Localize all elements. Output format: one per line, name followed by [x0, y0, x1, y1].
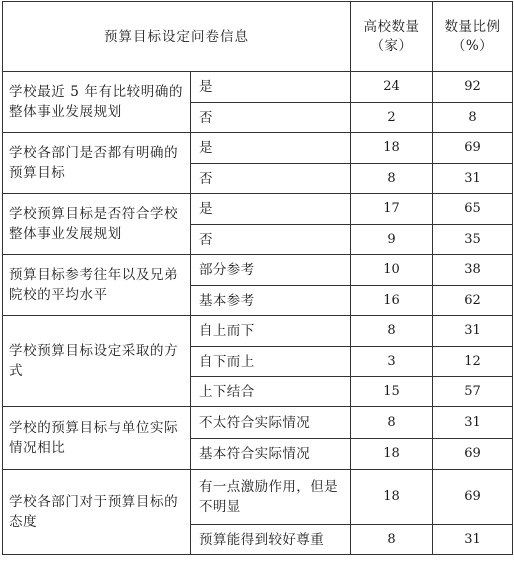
count-cell: 3	[351, 347, 433, 377]
table-row	[3, 72, 513, 103]
table-row	[3, 407, 513, 439]
question-cell: 学校预算目标是否符合学校整体事业发展规划	[3, 194, 191, 255]
ratio-cell: 69	[433, 439, 513, 470]
count-cell: 15	[351, 377, 433, 407]
count-cell: 18	[351, 133, 433, 164]
table-row	[3, 194, 513, 225]
ratio-cell: 12	[433, 347, 513, 377]
ratio-cell: 92	[433, 72, 513, 103]
header-count	[351, 2, 433, 72]
count-cell: 8	[351, 407, 433, 439]
option-cell: 自上而下	[191, 316, 351, 347]
table-header-row	[3, 2, 513, 72]
question-cell: 学校各部门对于预算目标的态度	[3, 470, 191, 555]
option-cell: 上下结合	[191, 377, 351, 407]
count-cell: 9	[351, 225, 433, 255]
question-cell: 学校各部门是否都有明确的预算目标	[3, 133, 191, 194]
ratio-cell: 69	[433, 133, 513, 164]
ratio-cell: 31	[433, 316, 513, 347]
count-cell: 24	[351, 72, 433, 103]
header-ratio	[433, 2, 513, 72]
ratio-cell: 31	[433, 164, 513, 194]
count-cell: 18	[351, 470, 433, 525]
ratio-cell: 31	[433, 407, 513, 439]
survey-table-container	[2, 1, 512, 555]
option-cell: 基本符合实际情况	[191, 439, 351, 470]
question-cell: 学校预算目标设定采取的方式	[3, 316, 191, 407]
ratio-cell: 31	[433, 525, 513, 555]
count-cell: 18	[351, 439, 433, 470]
ratio-cell: 57	[433, 377, 513, 407]
option-cell: 部分参考	[191, 255, 351, 286]
question-cell: 学校最近 5 年有比较明确的整体事业发展规划	[3, 72, 191, 133]
option-cell: 不太符合实际情况	[191, 407, 351, 439]
option-cell: 是	[191, 72, 351, 103]
ratio-cell: 62	[433, 286, 513, 316]
question-cell: 学校的预算目标与单位实际情况相比	[3, 407, 191, 470]
table-row	[3, 316, 513, 347]
option-cell: 是	[191, 133, 351, 164]
header-ratio-title: 数量比例	[444, 18, 501, 35]
ratio-cell: 35	[433, 225, 513, 255]
option-cell: 自下而上	[191, 347, 351, 377]
header-count-unit: （家）	[370, 37, 413, 54]
ratio-cell: 8	[433, 103, 513, 133]
count-cell: 8	[351, 525, 433, 555]
header-count-title: 高校数量	[363, 18, 420, 35]
option-cell: 否	[191, 225, 351, 255]
ratio-cell: 38	[433, 255, 513, 286]
table-row	[3, 133, 513, 164]
count-cell: 2	[351, 103, 433, 133]
option-cell: 否	[191, 164, 351, 194]
option-cell: 预算能得到较好尊重	[191, 525, 351, 555]
ratio-cell: 69	[433, 470, 513, 525]
table-body	[3, 72, 513, 555]
header-ratio-unit: （%）	[451, 37, 494, 54]
count-cell: 10	[351, 255, 433, 286]
table-row	[3, 470, 513, 525]
count-cell: 16	[351, 286, 433, 316]
table-row	[3, 255, 513, 286]
option-cell: 是	[191, 194, 351, 225]
option-cell: 否	[191, 103, 351, 133]
ratio-cell: 65	[433, 194, 513, 225]
question-cell: 预算目标参考往年以及兄弟院校的平均水平	[3, 255, 191, 316]
count-cell: 8	[351, 164, 433, 194]
option-cell: 有一点激励作用，但是不明显	[191, 470, 351, 525]
survey-table	[2, 1, 513, 555]
option-cell: 基本参考	[191, 286, 351, 316]
header-info: 预算目标设定问卷信息	[3, 2, 351, 72]
count-cell: 8	[351, 316, 433, 347]
count-cell: 17	[351, 194, 433, 225]
